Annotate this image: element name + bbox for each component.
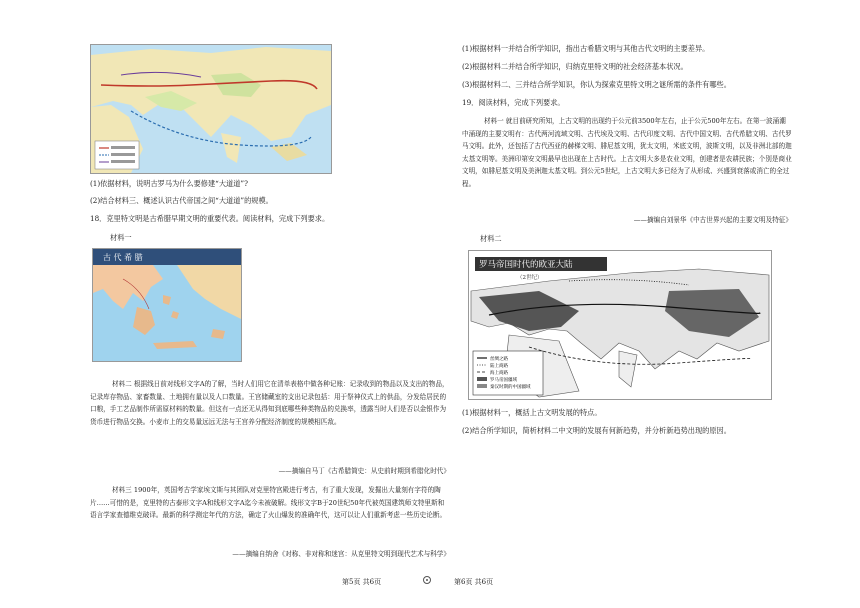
legend-item: 海上商路 xyxy=(490,371,508,376)
binding-hole-icon xyxy=(423,576,431,584)
material-1-label: 材料一 xyxy=(110,233,132,242)
material-3-source: ——摘编自纳舍《对称、非对称和迷宫：从克里特文明到现代艺术与科学》 xyxy=(232,550,450,558)
question-2: (2)结合材料三、概述认识古代帝国之间“大道道”的规模。 xyxy=(90,196,273,205)
legend-item: 丝绸之路 xyxy=(490,357,508,362)
material-1-text: 材料一 就目前研究所知，上古文明的出现约于公元前3500年左右，止于公元500年左右。在第一波涌潮中涌现的主要文明有：古代两河流域文明、古代埃及文明、古代印度文明、古代中国文明、古代希腊文明、古代罗马文明。此外，还包括了古代西亚的赫梯文明、腓尼基文明，犹太文明，米底文明，波斯文明，以及非洲北部的迦太基文明等。美洲印第安文明最早也出现在上古时代。上古文明大多是农业文明，创建者是农耕民族；个别是商业文明，如腓尼基文明及美洲迦太基文明。到公元5世纪，上古文明大多已经为了从形成、兴盛到衰落或消亡的全过程。 xyxy=(462,117,792,188)
page-number-left: 第5页 共6页 xyxy=(342,578,382,586)
material-1-source: ——摘编自刘景华《中古世界兴起的主要文明及特征》 xyxy=(633,216,792,224)
ancient-greece-map xyxy=(92,248,242,362)
material-2-label: 材料二 xyxy=(480,234,502,243)
question-2-right: (2)根据材料二并结合所学知识，归纳克里特文明的社会经济基本状况。 xyxy=(462,62,688,71)
question-18-intro: 18．克里特文明是古希腊早期文明的重要代表。阅读材料，完成下列要求。 xyxy=(90,214,330,223)
question-1-right: (1)根据材料一并结合所学知识，指出古希腊文明与其他古代文明的主要差异。 xyxy=(462,44,710,53)
question-19-intro: 19．阅读材料，完成下列要求。 xyxy=(462,98,565,107)
material-3-text: 材料三 1900年，英国考古学家埃文斯与其团队对克里特宫殿进行考古，有了重大发现，发掘出大量刻有字符的陶片……可惜的是，克里特的古泰形文字A和线形文字A迄今未被破解。线形文字B于20世纪50年代被英国建筑师文特里斯和语言学家查德维克破译。最新的科学测定年代的方法，确定了火山爆发的准确年代，这可以让人们重新考虑一些历史论断。 xyxy=(90,486,447,520)
roman-map-subtitle: （2世纪） xyxy=(517,275,543,281)
roman-map-title: 罗马帝国时代的欧亚大陆 xyxy=(479,260,573,270)
legend-item: 罗马帝国疆域 xyxy=(490,378,517,383)
question-3-right: (3)根据材料二、三并结合所学知识，你认为探索克里特文明之谜所需的条件有哪些。 xyxy=(462,80,731,89)
legend-item: 秦汉时期的中国疆域 xyxy=(490,385,531,390)
question-1: (1)依据材料，说明古罗马为什么要修建“大道道”? xyxy=(90,179,248,188)
material-2-text: 材料二 根据线日前对线形文字A的了解，当时人们用它在清单表格中做各种记账：记录收到的物品以及支出的物品，记录库存物品、家畜数量、土地拥有量以及人口数量。王宫储藏室的支出记录包括：用于祭神仪式上的供品，分发给居民的口粮，手工艺品制作所需原材料的数量。但这有一点还无从得知到底哪些种类物品的兑换率，透露当时人们是否以金银作为货币进行物品交换。小麦市上的交易量远远无法与王宫养分配经济制度的规模相匹敌。 xyxy=(90,380,449,426)
legend-item: 陆上商路 xyxy=(490,364,508,369)
material-2-source: ——摘编自马丁《古希腊简史：从史前时期到希腊化时代》 xyxy=(278,467,450,475)
greece-map-title: 古 代 希 腊 xyxy=(103,253,143,262)
silk-road-map xyxy=(90,44,332,174)
roman-eurasia-map xyxy=(468,250,772,400)
question-19-2: (2)结合所学知识，简析材料二中文明的发展有何新趋势，并分析新趋势出现的原因。 xyxy=(462,426,731,435)
page-number-right: 第6页 共6页 xyxy=(454,578,494,586)
question-19-1: (1)根据材料一，概括上古文明发展的特点。 xyxy=(462,408,602,417)
